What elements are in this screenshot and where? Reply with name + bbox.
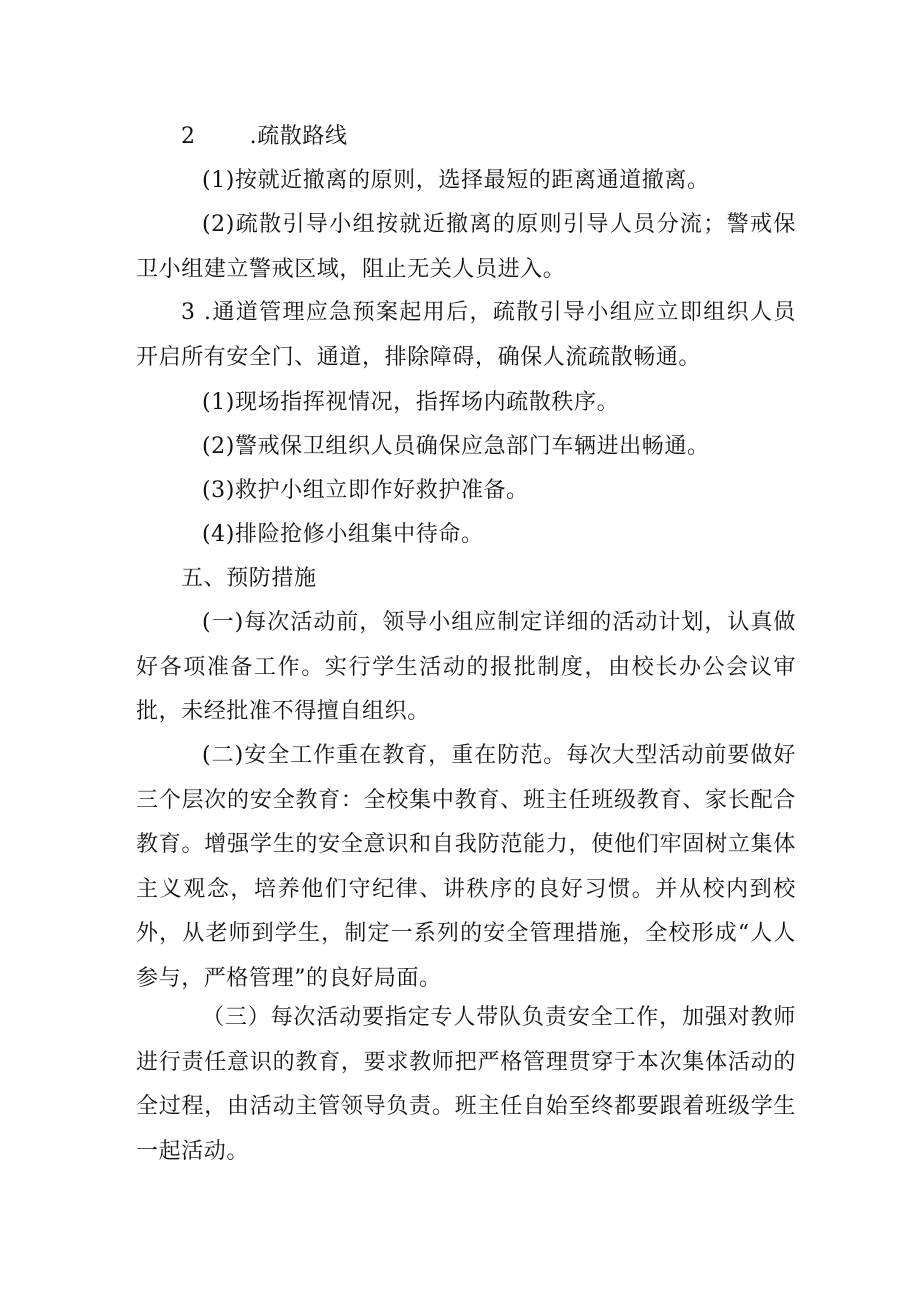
paragraph-guidance-group: (2)疏散引导小组按就近撤离的原则引导人员分流；警戒保卫小组建立警戒区域，阻止无关人员进入。 [136,212,796,282]
paragraph-rescue-group: (3)救护小组立即作好救护准备。 [202,478,529,503]
section-heading-prevention: 五、预防措施 [181,566,317,591]
paragraph-security-vehicles: (2)警戒保卫组织人员确保应急部门车辆进出畅通。 [202,434,710,459]
section-title: .疏散路线 [249,124,348,149]
paragraph-nearest-evacuation: (1)按就近撤离的原则，选择最短的距离通道撤离。 [202,168,710,193]
paragraph-onsite-command: (1)现场指挥视情况，指挥场内疏散秩序。 [202,390,620,415]
paragraph-repair-group: (4)排险抢修小组集中待命。 [202,522,484,547]
paragraph-responsible-person: （三）每次活动要指定专人带队负责安全工作，加强对教师进行责任意识的教育，要求教师把严格管理贯穿于本次集体活动的全过程，由活动主管领导负责。班主任自始至终都要跟着班级学生一起活动。 [136,1005,796,1164]
section-heading-evacuation-route [136,115,796,160]
paragraph-safety-education: (二)安全工作重在教育，重在防范。每次大型活动前要做好三个层次的安全教育：全校集中教育、班主任班级教育、家长配合教育。增强学生的安全意识和自我防范能力，使他们牢固树立集体主义观念，培养他们守纪律、讲秩序的良好习惯。并从校内到校外，从老师到学生，制定一系列的安全管理措施，全校形成“人人参与，严格管理”的良好局面。 [136,743,796,991]
paragraph-activity-plan: (一)每次活动前，领导小组应制定详细的活动计划，认真做好各项准备工作。实行学生活动的报批制度，由校长办公会议审批，未经批准不得擅自组织。 [136,610,796,724]
paragraph-channel-management: 3 .通道管理应急预案起用后，疏散引导小组应立即组织人员开启所有安全门、通道，排除障碍，确保人流疏散畅通。 [136,300,796,370]
section-number: 2 [181,124,196,149]
